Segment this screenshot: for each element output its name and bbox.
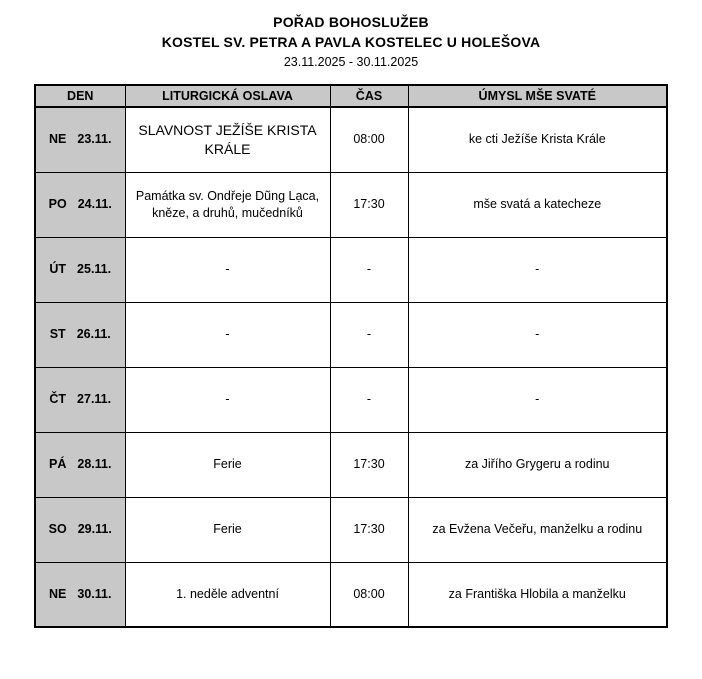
day-date: 24.11.	[77, 197, 112, 212]
intention-cell: za Evžena Večeřu, manželku a rodinu	[408, 497, 667, 562]
column-header-den: DEN	[35, 85, 125, 107]
day-abbrev: NE	[49, 132, 67, 147]
day-cell	[35, 237, 125, 302]
day-cell	[35, 367, 125, 432]
celebration-cell: Ferie	[125, 497, 330, 562]
time-cell: -	[330, 237, 408, 302]
intention-cell: mše svatá a katecheze	[408, 172, 667, 237]
table-row	[35, 432, 667, 497]
time-cell: -	[330, 302, 408, 367]
day-abbrev: NE	[49, 586, 67, 601]
day-abbrev: ČT	[49, 392, 67, 407]
column-header-cas: ČAS	[330, 85, 408, 107]
column-header-liturgicka-oslava: LITURGICKÁ OSLAVA	[125, 85, 330, 107]
table-header-row	[35, 85, 667, 107]
table-row	[35, 497, 667, 562]
day-date: 27.11.	[77, 392, 112, 407]
day-abbrev: ÚT	[49, 262, 67, 277]
table-row	[35, 302, 667, 367]
day-cell	[35, 107, 125, 172]
time-cell: 17:30	[330, 172, 408, 237]
intention-cell: -	[408, 367, 667, 432]
day-cell	[35, 172, 125, 237]
day-date: 26.11.	[76, 327, 111, 342]
intention-cell: ke cti Ježíše Krista Krále	[408, 107, 667, 172]
document-header	[0, 0, 702, 69]
time-cell: 08:00	[330, 107, 408, 172]
day-date: 23.11.	[77, 132, 112, 147]
date-range: 23.11.2025 - 30.11.2025	[283, 55, 419, 69]
intention-cell: za Františka Hlobila a manželku	[408, 562, 667, 627]
celebration-cell: Památka sv. Ondřeje Dũng Lạca, kněze, a druhů, mučedníků	[125, 172, 330, 237]
day-abbrev: ST	[49, 327, 66, 342]
celebration-cell: -	[125, 237, 330, 302]
time-cell: 17:30	[330, 497, 408, 562]
day-abbrev: SO	[48, 522, 67, 537]
day-date: 30.11.	[77, 586, 112, 601]
day-cell	[35, 432, 125, 497]
celebration-cell: -	[125, 367, 330, 432]
intention-cell: -	[408, 302, 667, 367]
time-cell: 08:00	[330, 562, 408, 627]
table-row	[35, 367, 667, 432]
time-cell: 17:30	[330, 432, 408, 497]
day-date: 28.11.	[77, 457, 112, 472]
day-date: 29.11.	[77, 522, 112, 537]
table-row	[35, 237, 667, 302]
time-cell: -	[330, 367, 408, 432]
day-date: 25.11.	[77, 262, 112, 277]
day-cell	[35, 302, 125, 367]
day-cell	[35, 562, 125, 627]
page-subtitle: KOSTEL SV. PETRA A PAVLA KOSTELEC U HOLEŠOVA	[161, 34, 541, 50]
table-header	[35, 85, 667, 107]
column-header-umysl: ÚMYSL MŠE SVATÉ	[408, 85, 667, 107]
table-row	[35, 172, 667, 237]
celebration-cell: -	[125, 302, 330, 367]
table-row	[35, 562, 667, 627]
page-title: POŘAD BOHOSLUŽEB	[273, 14, 429, 30]
celebration-cell: SLAVNOST JEŽÍŠE KRISTA KRÁLE	[125, 107, 330, 172]
table-row	[35, 107, 667, 172]
intention-cell: -	[408, 237, 667, 302]
mass-schedule-table	[34, 84, 668, 628]
day-cell	[35, 497, 125, 562]
day-abbrev: PO	[48, 197, 67, 212]
celebration-cell: 1. neděle adventní	[125, 562, 330, 627]
day-abbrev: PÁ	[49, 457, 67, 472]
intention-cell: za Jiřího Grygeru a rodinu	[408, 432, 667, 497]
celebration-cell: Ferie	[125, 432, 330, 497]
